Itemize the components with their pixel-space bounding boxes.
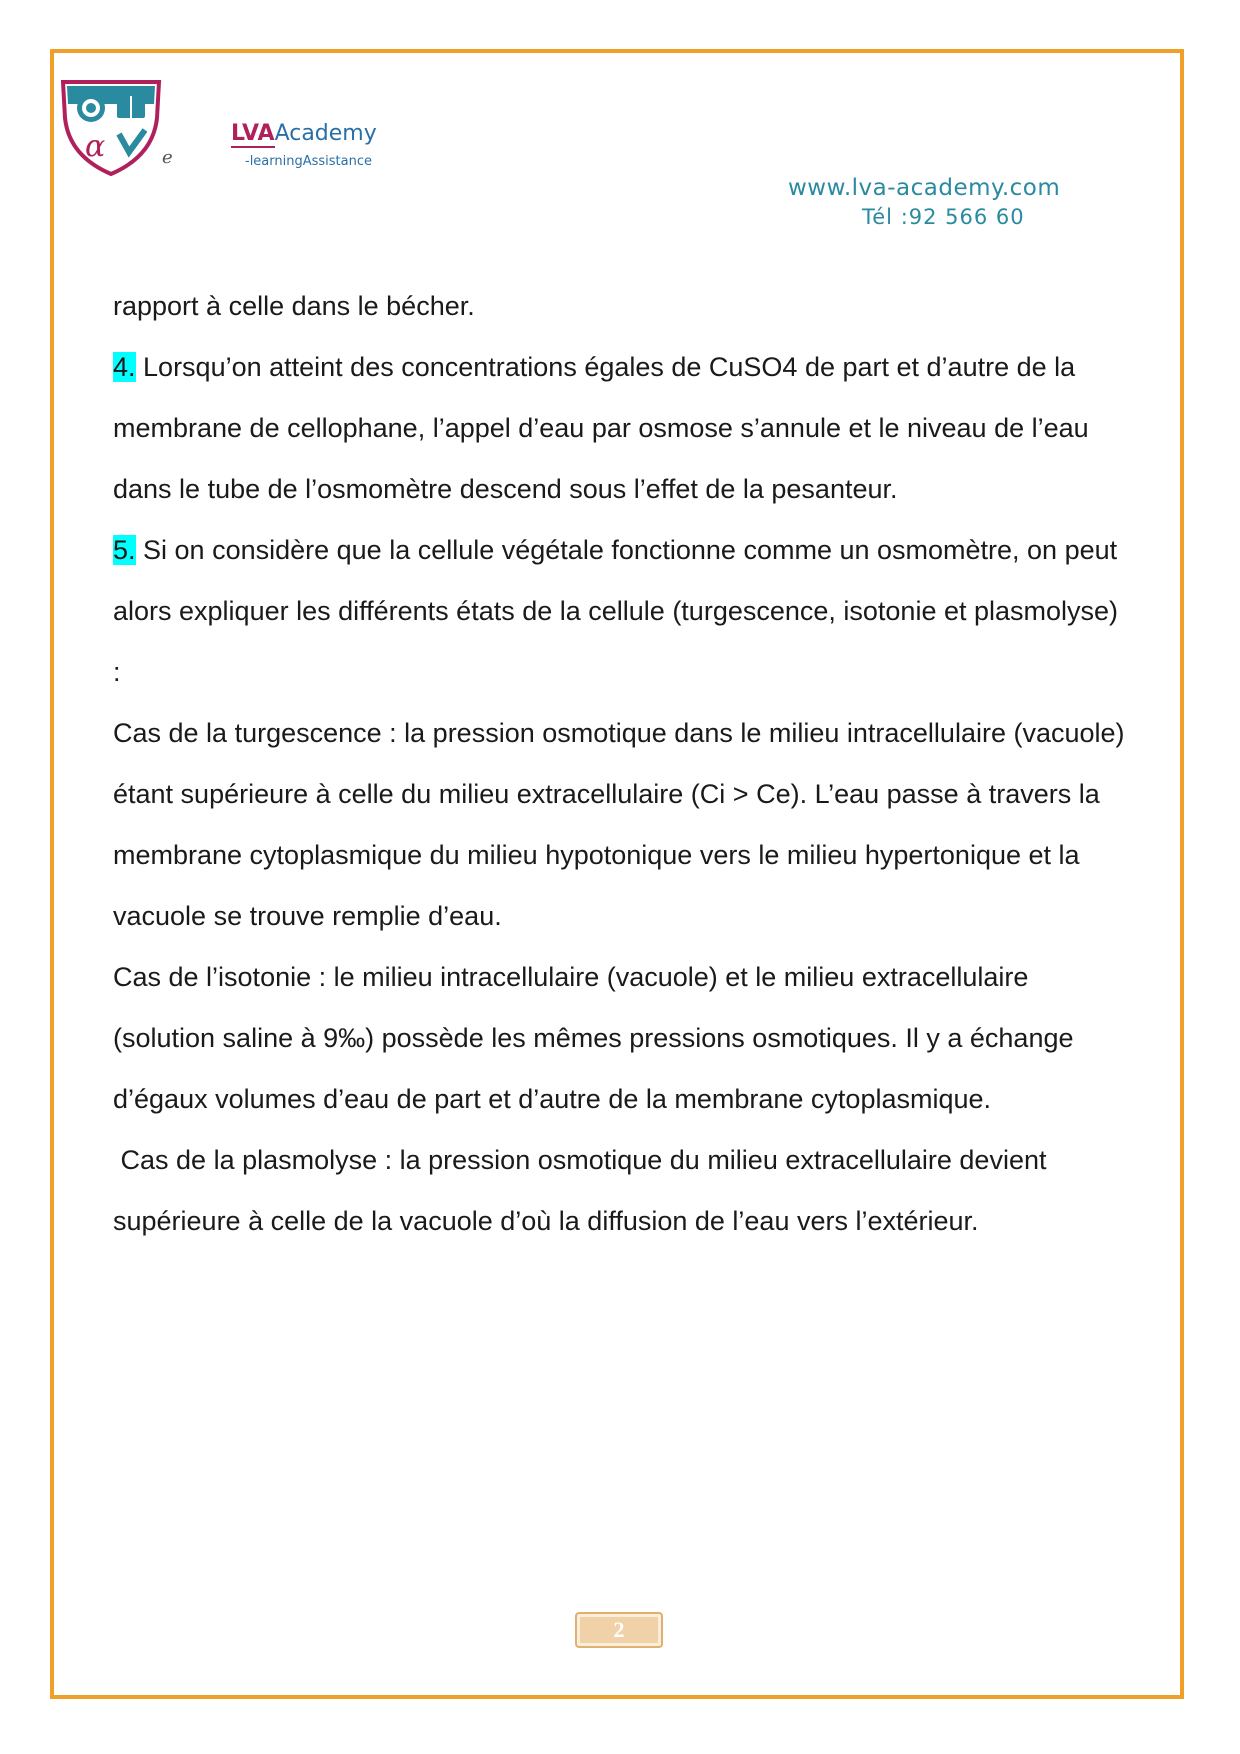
brand-academy: Academy	[274, 121, 377, 146]
contact-block	[770, 173, 1130, 231]
page-number: 2	[575, 1612, 663, 1648]
brand-name	[231, 121, 377, 147]
logo-alpha-glyph: α	[85, 129, 106, 164]
item-4	[113, 337, 1133, 520]
brand-lva: LVA	[231, 121, 275, 146]
paragraph-isotonie: Cas de l’isotonie : le milieu intracellulaire (vacuole) et le milieu extracellulaire (solution saline à 9‰) possède les mêmes pressions osmotiques. Il y a échange d’égaux volumes d’eau de part et d’autre de la membrane cytoplasmique.	[113, 962, 1074, 1114]
item-4-number: 4.	[113, 352, 136, 382]
item-5-text: Si on considère que la cellule végétale fonctionne comme un osmomètre, on peut alors expliquer les différents états de la cellule (turgescence, isotonie et plasmolyse) :	[113, 535, 1119, 687]
item-4-text: Lorsqu’on atteint des concentrations égales de CuSO4 de part et d’autre de la membrane de cellophane, l’appel d’eau par osmose s’annule et le niveau de l’eau dans le tube de l’osmomètre descend sous l’effet de la pesanteur.	[113, 352, 1089, 504]
paragraph-continuation: rapport à celle dans le bécher.	[113, 291, 475, 321]
document-body	[113, 276, 1133, 1252]
academy-logo-icon	[57, 78, 165, 178]
brand-tagline: -learningAssistance	[245, 154, 372, 169]
paragraph-turgescence: Cas de la turgescence : la pression osmotique dans le milieu intracellulaire (vacuole) étant supérieure à celle du milieu extracellulaire (Ci > Ce). L’eau passe à travers la membrane cytoplasmique du milieu hypotonique vers le milieu hypertonique et la vacuole se trouve remplie d’eau.	[113, 718, 1125, 931]
item-5-number: 5.	[113, 535, 136, 565]
item-5	[113, 520, 1133, 703]
paragraph-plasmolyse: Cas de la plasmolyse : la pression osmotique du milieu extracellulaire devient supérieure à celle de la vacuole d’où la diffusion de l’eau vers l’extérieur.	[113, 1145, 1054, 1236]
phone-number: Tél :92 566 60	[862, 205, 1025, 229]
website-link[interactable]: www.lva-academy.com	[788, 175, 1061, 201]
logo-letter-e: e	[162, 147, 173, 168]
